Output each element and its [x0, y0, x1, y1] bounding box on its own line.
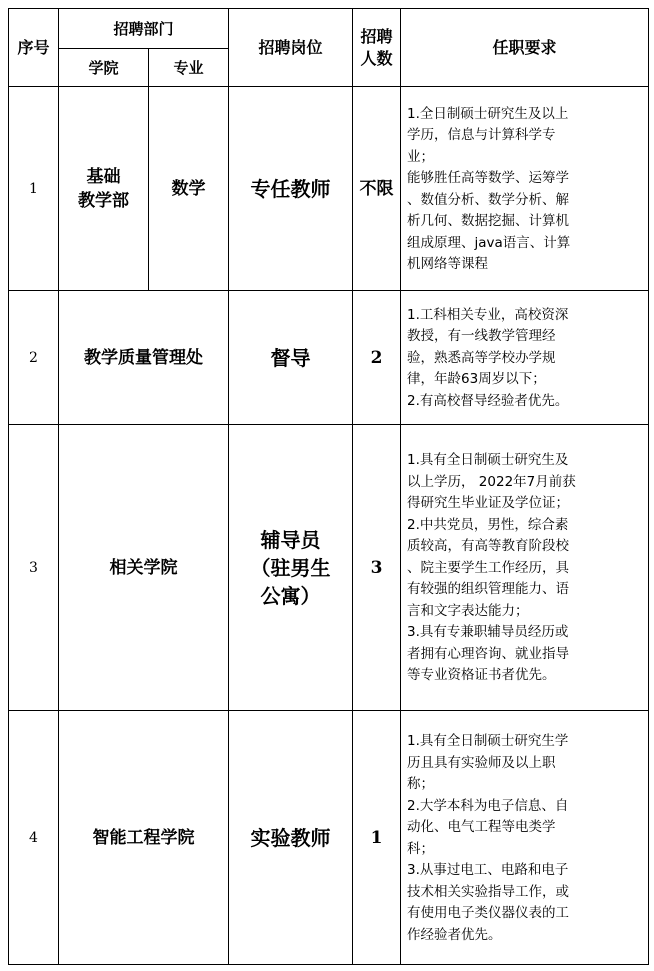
requirement-line: 3.从事过电工、电路和电子: [407, 862, 569, 878]
header-row-1: [9, 9, 649, 49]
requirement-line: 能够胜任高等数学、运筹学: [407, 170, 570, 186]
college-line: 基础: [86, 166, 121, 187]
requirement-line: 验，熟悉高等学校办学规: [407, 349, 556, 366]
row-position: 专任教师: [229, 87, 353, 291]
requirement-line: 教授，有一线教学管理经: [407, 328, 556, 345]
position-line: 公寓）: [260, 583, 321, 608]
requirement-line: 2.中共党员，男性，综合素: [407, 516, 569, 533]
table-row: [9, 711, 649, 965]
row-position: 实验教师: [229, 711, 353, 965]
requirement-line: 有使用电子类仪器仪表的工: [407, 905, 570, 921]
header-seq: 序号: [9, 9, 59, 87]
requirement-line: 技术相关实验指导工作，或: [407, 883, 570, 900]
table-row: [9, 291, 649, 425]
row-seq: 3: [9, 425, 59, 711]
row-count: 1: [353, 711, 401, 965]
requirement-line: 科；: [407, 840, 435, 857]
row-seq: 1: [9, 87, 59, 291]
row-requirements: [401, 291, 649, 425]
requirement-line: 1.具有全日制硕士研究生及: [407, 452, 569, 469]
row-count: 3: [353, 425, 401, 711]
requirement-line: 机网络等课程: [407, 256, 489, 272]
requirement-line: 动化、电气工程等电类学: [407, 819, 556, 835]
header-count-line2: 人数: [360, 48, 393, 68]
recruitment-table: [8, 8, 649, 965]
requirement-line: 质较高，有高等教育阶段校: [407, 538, 570, 555]
row-count: 不限: [353, 87, 401, 291]
requirement-line: 称；: [407, 776, 435, 792]
row-requirements: [401, 711, 649, 965]
requirement-line: 、数值分析、数学分析、解: [407, 191, 570, 208]
requirement-line: 、院主要学生工作经历，具: [407, 559, 570, 576]
requirement-line: 1.具有全日制硕士研究生学: [407, 733, 569, 749]
header-major: 专业: [149, 49, 229, 87]
requirement-line: 者拥有心理咨询、就业指导: [407, 645, 570, 662]
table-row: [9, 425, 649, 711]
row-college: [59, 87, 149, 291]
row-seq: 4: [9, 711, 59, 965]
requirement-line: 言和文字表达能力；: [407, 602, 529, 619]
row-position: 督导: [229, 291, 353, 425]
row-count: 2: [353, 291, 401, 425]
position-line: （驻男生: [250, 555, 331, 580]
requirement-line: 1.全日制硕士研究生及以上: [407, 105, 569, 122]
row-dept: 相关学院: [59, 425, 229, 711]
requirement-line: 组成原理、java语言、计算: [407, 234, 571, 251]
header-count-line1: 招聘: [360, 26, 393, 46]
requirement-line: 作经验者优先。: [407, 926, 502, 943]
requirement-line: 历且具有实验师及以上职: [407, 754, 556, 771]
requirement-line: 等专业资格证书者优先。: [407, 667, 556, 684]
requirement-line: 得研究生毕业证及学位证；: [407, 495, 570, 512]
requirement-line: 1.工科相关专业，高校资深: [407, 306, 569, 323]
requirement-line: 析几何、数据挖掘、计算机: [407, 213, 570, 229]
row-major: 数学: [149, 87, 229, 291]
row-requirements: [401, 425, 649, 711]
requirement-line: 律，年龄63周岁以下；: [407, 371, 546, 388]
header-college: 学院: [59, 49, 149, 87]
header-count: [353, 9, 401, 87]
table-row: [9, 87, 649, 291]
row-requirements: [401, 87, 649, 291]
requirement-line: 3.具有专兼职辅导员经历或: [407, 624, 569, 641]
requirement-line: 以上学历， 2022年7月前获: [407, 473, 576, 490]
row-dept: 智能工程学院: [59, 711, 229, 965]
position-line: 辅导员: [260, 527, 321, 552]
requirement-line: 业；: [407, 148, 435, 165]
header-requirements: 任职要求: [401, 9, 649, 87]
requirement-line: 2.有高校督导经验者优先。: [407, 392, 569, 409]
row-position: [229, 425, 353, 711]
requirement-line: 学历，信息与计算科学专: [407, 127, 556, 143]
college-line: 教学部: [78, 190, 129, 211]
row-seq: 2: [9, 291, 59, 425]
header-dept: 招聘部门: [59, 9, 229, 49]
header-position: 招聘岗位: [229, 9, 353, 87]
requirement-line: 2.大学本科为电子信息、自: [407, 797, 569, 814]
requirement-line: 有较强的组织管理能力、语: [407, 581, 570, 598]
row-dept: 教学质量管理处: [59, 291, 229, 425]
